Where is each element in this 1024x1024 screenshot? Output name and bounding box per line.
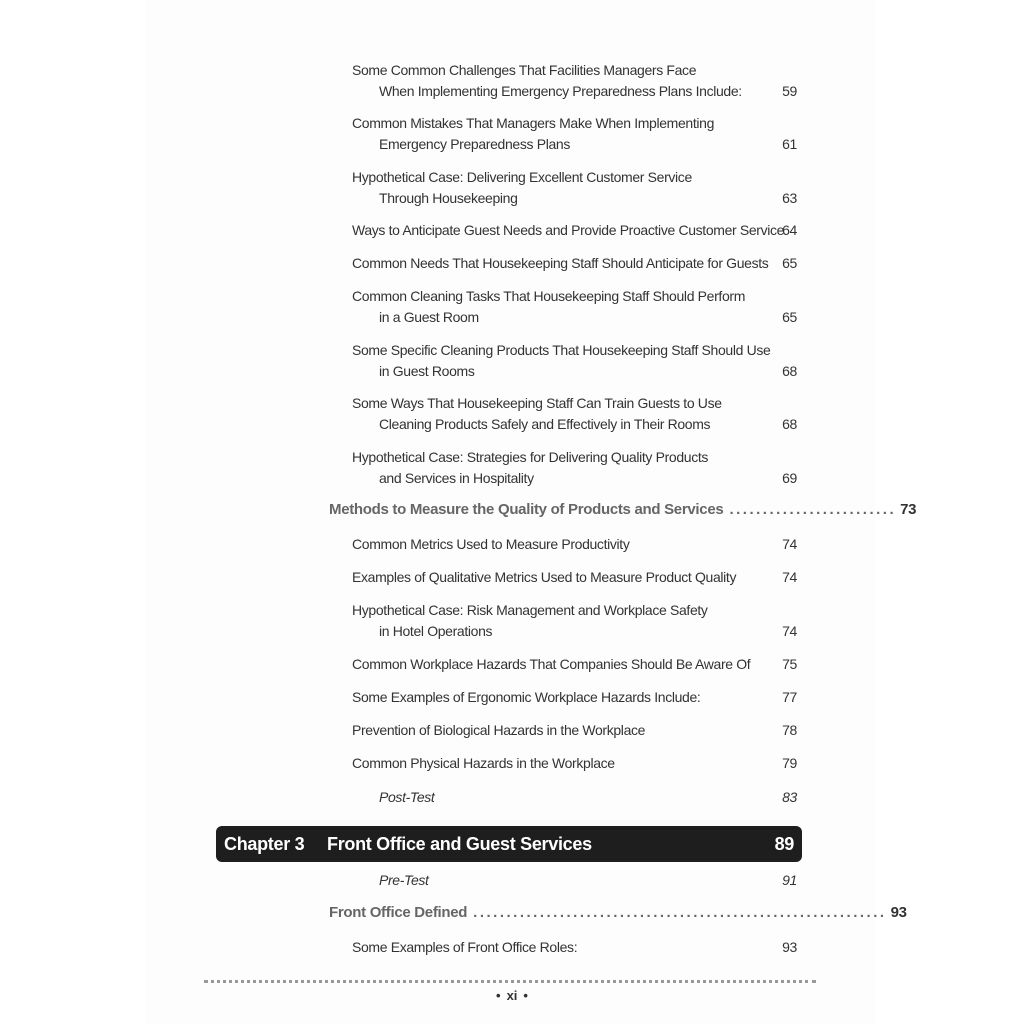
toc-entry-title-line: in Guest Rooms: [379, 362, 475, 379]
toc-entry[interactable]: [352, 60, 797, 101]
toc-page-number: 69: [782, 469, 797, 486]
toc-entry-title-line: Common Metrics Used to Measure Productivity: [352, 536, 630, 552]
toc-entry[interactable]: [352, 167, 797, 208]
toc-entry-title-line: Pre-Test: [379, 872, 429, 888]
toc-entry[interactable]: [352, 286, 797, 327]
toc-page-number: 64: [782, 222, 797, 238]
toc-entry-title-line: When Implementing Emergency Preparedness Plans Include:: [379, 82, 742, 99]
toc-entry[interactable]: [352, 534, 797, 555]
toc-entry-title-line: Some Common Challenges That Facilities Managers Face: [352, 62, 697, 78]
toc-page-number: 65: [782, 308, 797, 325]
toc-entry-post-test[interactable]: [379, 787, 797, 808]
bullet-icon: •: [523, 988, 528, 1003]
toc-entry-title-line: Common Needs That Housekeeping Staff Should Anticipate for Guests: [352, 255, 769, 271]
toc-entry[interactable]: [352, 753, 797, 774]
toc-page-number: 59: [782, 82, 797, 99]
toc-page-number: 79: [782, 755, 797, 771]
toc-entry-pre-test[interactable]: [379, 870, 797, 891]
dot-leader: ..............................................................: [473, 904, 887, 921]
toc-entry-title-line: Examples of Qualitative Metrics Used to Measure Product Quality: [352, 569, 737, 585]
toc-entry-title-line: Common Physical Hazards in the Workplace: [352, 755, 615, 771]
toc-entry-title-line: Hypothetical Case: Delivering Excellent Customer Service: [352, 169, 692, 185]
toc-entry[interactable]: [352, 687, 797, 708]
toc-entry[interactable]: [352, 447, 797, 488]
toc-entry-title-line: Some Ways That Housekeeping Staff Can Train Guests to Use: [352, 395, 722, 411]
toc-entry-title-line: Emergency Preparedness Plans: [379, 135, 570, 152]
toc-entry-title-line: Common Mistakes That Managers Make When Implementing: [352, 115, 715, 131]
toc-entry-title-line: Hypothetical Case: Risk Management and Workplace Safety: [352, 602, 708, 618]
footer-page-number: [0, 988, 1024, 1003]
bullet-icon: •: [496, 988, 501, 1003]
toc-entry-title-line: Through Housekeeping: [379, 189, 518, 206]
chapter-title: Front Office and Guest Services: [327, 834, 592, 854]
toc-page-number: 75: [782, 656, 797, 672]
toc-page-number: 77: [782, 689, 797, 705]
toc-page-number: 68: [782, 415, 797, 432]
dot-leader: .........................: [729, 501, 897, 518]
toc-entry[interactable]: [352, 600, 797, 641]
toc-section-heading[interactable]: [329, 500, 917, 520]
toc-page-number: 74: [782, 536, 797, 552]
toc-entry[interactable]: [352, 253, 797, 274]
toc-section-heading[interactable]: [329, 903, 907, 923]
toc-entry-title-line: Common Workplace Hazards That Companies Should Be Aware Of: [352, 656, 751, 672]
toc-entry[interactable]: [352, 937, 797, 958]
toc-page-number: 83: [782, 789, 797, 805]
toc-entry-title-line: Post-Test: [379, 789, 435, 805]
toc-page-number: 63: [782, 189, 797, 206]
toc-entry-title-line: Cleaning Products Safely and Effectively in Their Rooms: [379, 415, 711, 432]
toc-entry-title-line: Some Specific Cleaning Products That Housekeeping Staff Should Use: [352, 342, 771, 358]
toc-entry-title-line: Some Examples of Ergonomic Workplace Hazards Include:: [352, 689, 701, 705]
toc-page-number: 74: [782, 622, 797, 639]
toc-page-number: 61: [782, 135, 797, 152]
toc-entry[interactable]: [352, 720, 797, 741]
toc-entry[interactable]: [352, 654, 797, 675]
toc-entry[interactable]: [352, 220, 797, 241]
toc-entry[interactable]: [352, 113, 797, 154]
toc-entry-title-line: in Hotel Operations: [379, 622, 493, 639]
section-title: Methods to Measure the Quality of Products and Services: [329, 501, 724, 518]
toc-entry-title-line: Some Examples of Front Office Roles:: [352, 939, 578, 955]
section-title: Front Office Defined: [329, 904, 468, 921]
toc-entry-title-line: and Services in Hospitality: [379, 469, 534, 486]
toc-entry-title-line: Ways to Anticipate Guest Needs and Provide Proactive Customer Service: [352, 222, 785, 238]
toc-entry[interactable]: [352, 340, 797, 381]
toc-page-number: 68: [782, 362, 797, 379]
toc-entry-title-line: Prevention of Biological Hazards in the Workplace: [352, 722, 646, 738]
page-number-roman: xi: [506, 988, 518, 1003]
toc-entry-title-line: Hypothetical Case: Strategies for Delivering Quality Products: [352, 449, 709, 465]
toc-entry[interactable]: [352, 393, 797, 434]
toc-page-number: 91: [782, 872, 797, 888]
chapter-page-number: 89: [774, 834, 794, 854]
toc-page-number: 74: [782, 569, 797, 585]
toc-page-number: 93: [782, 939, 797, 955]
chapter-number: Chapter 3: [224, 834, 305, 854]
toc-entry[interactable]: [352, 567, 797, 588]
chapter-heading-bar[interactable]: [216, 826, 802, 862]
toc-entry-title-line: Common Cleaning Tasks That Housekeeping Staff Should Perform: [352, 288, 746, 304]
toc-page-number: 65: [782, 255, 797, 271]
footer-dotted-rule: [204, 980, 816, 983]
toc-page-number: 73: [900, 501, 917, 518]
toc-page-number: 93: [890, 904, 907, 921]
toc-entry-title-line: in a Guest Room: [379, 308, 479, 325]
toc-page-number: 78: [782, 722, 797, 738]
